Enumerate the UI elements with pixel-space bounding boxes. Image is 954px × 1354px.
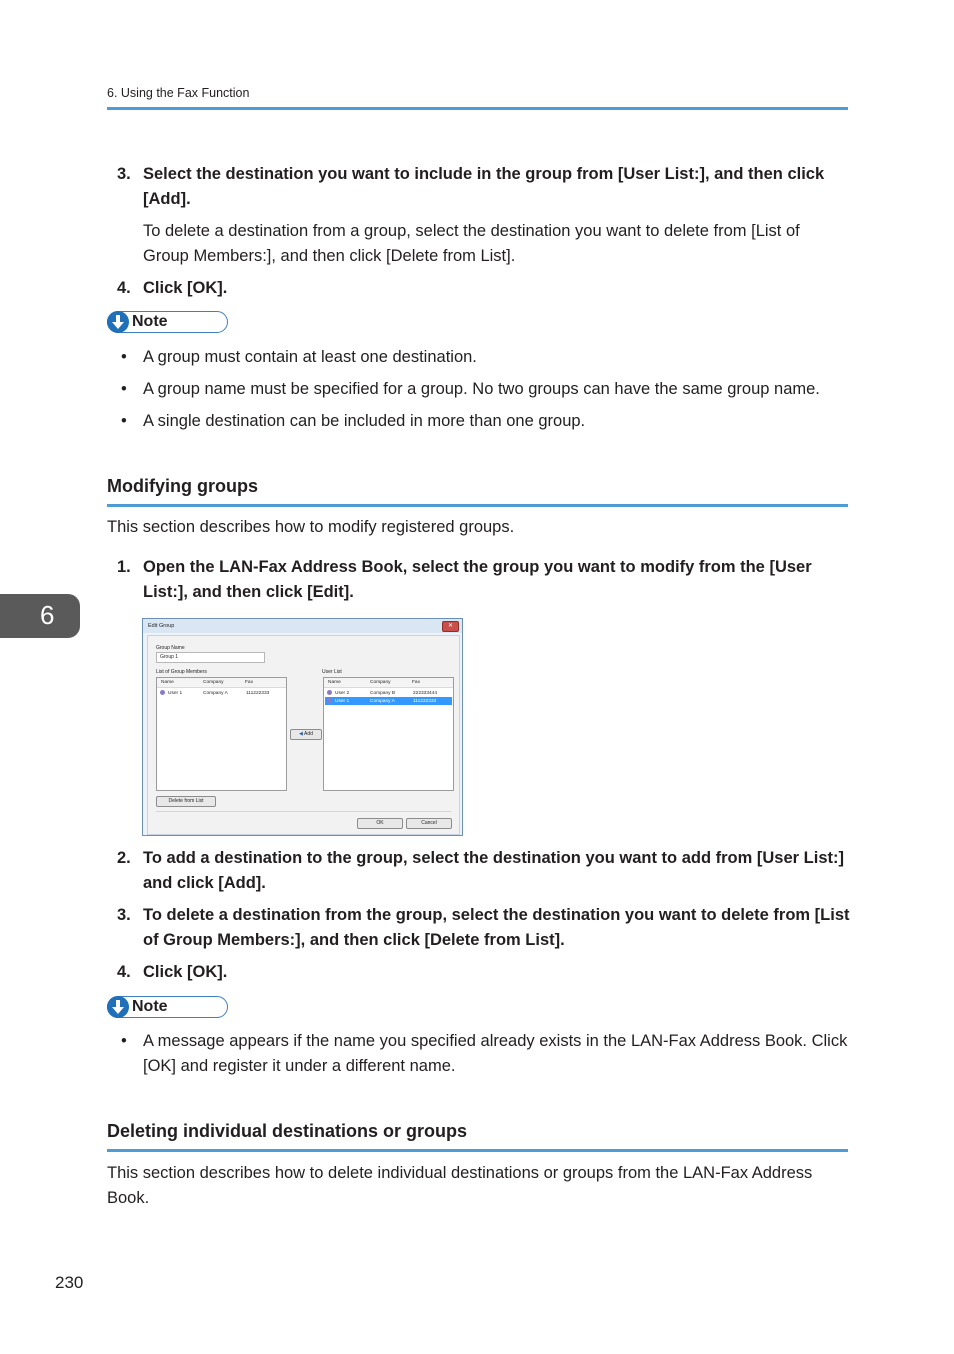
step-4 (107, 960, 852, 985)
add-button[interactable]: ◀ Add (290, 729, 322, 740)
note-badge (107, 311, 228, 333)
dialog-body (147, 635, 460, 835)
note-item: • A message appears if the name you specified already exists in the LAN-Fax Address Book. Click [OK] and register it under a different name. (121, 1032, 848, 1075)
list-item[interactable]: User 1 Company A 111222333 (158, 689, 285, 697)
note-label: Note (132, 998, 168, 1015)
user-icon (327, 690, 332, 695)
note-badge (107, 996, 228, 1018)
step-text: Open the LAN-Fax Address Book, select the group you want to modify from the [User List:], and then click [Edit]. (143, 558, 812, 601)
left-arrow-icon: ◀ (299, 731, 303, 737)
list-header: Name Company Fax (324, 678, 453, 688)
dialog-title-bar (143, 619, 462, 633)
list-header: Name Company Fax (157, 678, 286, 688)
group-name-label: Group Name (156, 645, 185, 651)
step-3-detail: To delete a destination from a group, select the destination you want to delete from [List of Group Members:], and then click [Delete from List]. (143, 222, 800, 265)
chapter-tab: 6 (0, 594, 80, 638)
step-number: 1. (117, 558, 131, 576)
dialog-separator (156, 811, 451, 812)
section-heading-modifying-groups: Modifying groups (107, 476, 258, 496)
user-list[interactable] (323, 677, 454, 791)
note-item: • A group must contain at least one destination. (121, 348, 477, 366)
group-members-list[interactable] (156, 677, 287, 791)
note-label: Note (132, 313, 168, 330)
list-item[interactable]: User 2 Company B 222333444 (325, 689, 452, 697)
step-2 (107, 846, 852, 896)
page-number: 230 (55, 1273, 84, 1292)
list-item-selected[interactable]: User 1 Company A 111222333 (325, 697, 452, 705)
section-rule (107, 504, 848, 507)
step-number: 4. (117, 963, 131, 981)
ok-button[interactable]: OK (357, 818, 403, 829)
step-text: To delete a destination from the group, select the destination you want to delete from [List of Group Members:], and then click [Delete from List]. (143, 906, 850, 949)
dialog-title: Edit Group (148, 623, 175, 629)
header-rule (107, 107, 848, 110)
group-name-input[interactable]: Group 1 (156, 652, 265, 663)
members-label: List of Group Members (156, 669, 207, 675)
section-intro: This section describes how to modify registered groups. (107, 518, 515, 536)
down-arrow-icon (107, 311, 129, 333)
user-list-label: User List (322, 669, 342, 675)
delete-from-list-button[interactable]: Delete from List (156, 796, 216, 807)
running-head: 6. Using the Fax Function (107, 86, 250, 100)
down-arrow-icon (107, 996, 129, 1018)
step-number: 3. (117, 165, 131, 183)
step-number: 3. (117, 906, 131, 924)
step-3 (107, 162, 852, 212)
user-icon (327, 698, 332, 703)
step-text: To add a destination to the group, select the destination you want to add from [User List:] and click [Add]. (143, 849, 844, 892)
step-1 (107, 555, 852, 605)
edit-group-dialog (142, 618, 463, 836)
step-3 (107, 903, 852, 953)
user-icon (160, 690, 165, 695)
step-text: Select the destination you want to include in the group from [User List:], and then click [Add]. (143, 165, 825, 208)
step-number: 2. (117, 849, 131, 867)
note-item: • A group name must be specified for a group. No two groups can have the same group name. (121, 380, 820, 398)
cancel-button[interactable]: Cancel (406, 818, 452, 829)
section-heading-deleting: Deleting individual destinations or groups (107, 1121, 468, 1141)
step-text: Click [OK]. (143, 279, 228, 297)
section-rule (107, 1149, 848, 1152)
section-intro: This section describes how to delete individual destinations or groups from the LAN-Fax Address Book. (107, 1164, 813, 1207)
step-number: 4. (117, 279, 131, 297)
close-icon[interactable]: ✕ (442, 621, 459, 632)
step-4 (107, 276, 852, 301)
note-item: • A single destination can be included in more than one group. (121, 412, 586, 430)
step-text: Click [OK]. (143, 963, 228, 981)
